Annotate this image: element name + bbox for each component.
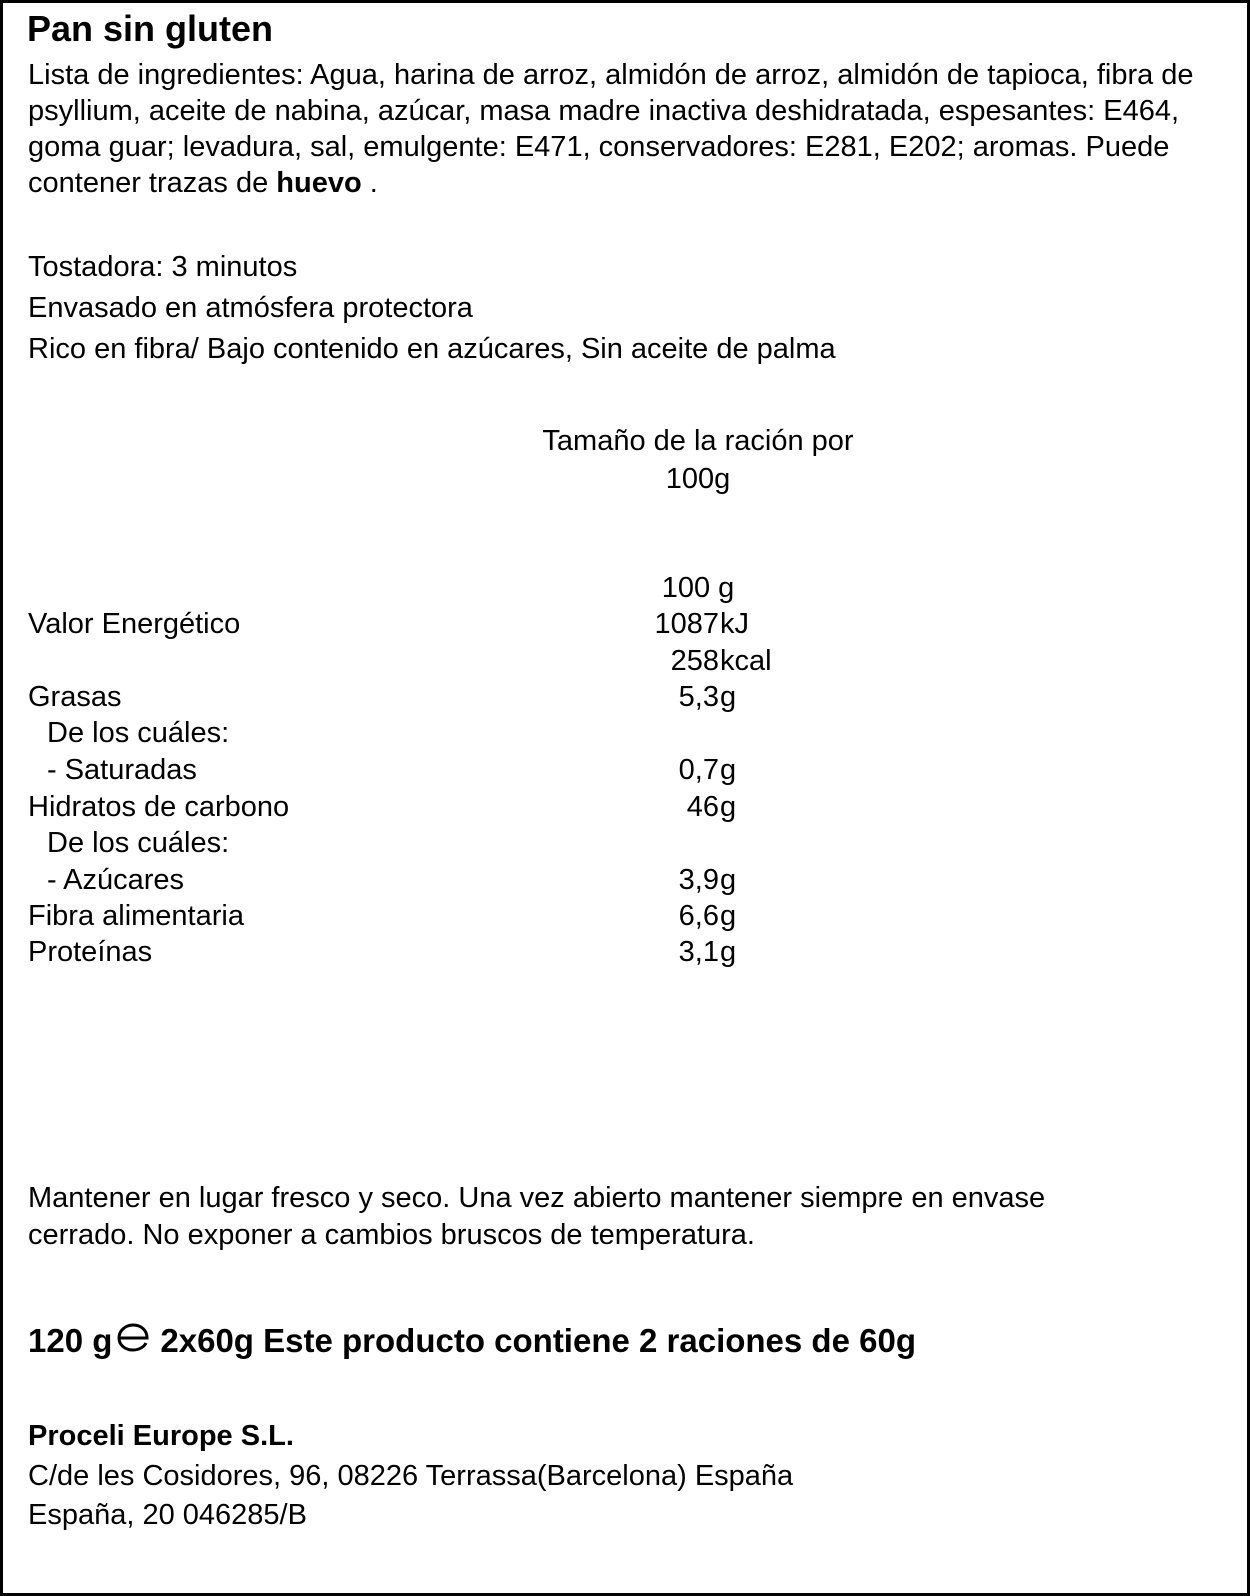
allergen-huevo: huevo: [276, 167, 362, 199]
manufacturer-registry: España, 20 046285/B: [28, 1499, 307, 1531]
nutrient-value: 0,7: [678, 754, 719, 786]
nutrient-unit: kJ: [720, 608, 749, 640]
nutrient-value: 258: [670, 645, 719, 677]
estimated-e-mark-icon: [116, 1321, 150, 1361]
nutrient-value: 3,9: [678, 864, 719, 896]
nutrient-unit: g: [720, 754, 737, 786]
nutrient-unit: g: [720, 900, 737, 932]
nutrient-value: 46: [686, 791, 719, 823]
nutrient-unit: g: [720, 936, 737, 968]
nutrient-label: - Azúcares: [47, 864, 184, 896]
nutrient-unit: g: [720, 791, 737, 823]
column-header: 100 g: [661, 572, 735, 604]
nutrient-label: De los cuáles:: [47, 827, 230, 859]
servings-statement: 2x60g Este producto contiene 2 raciones de 60g: [160, 1322, 916, 1360]
nutrient-label: Fibra alimentaria: [28, 900, 244, 932]
nutrient-value: 5,3: [678, 681, 719, 713]
nutrient-unit: g: [720, 864, 737, 896]
nutrient-label: Hidratos de carbono: [28, 791, 290, 823]
nutrient-label: De los cuáles:: [47, 717, 230, 749]
manufacturer-address: C/de les Cosidores, 96, 08226 Terrassa(Barcelona) España: [28, 1460, 794, 1492]
serving-header-line1: Tamaño de la ración por: [542, 425, 854, 457]
net-weight: [28, 1319, 916, 1361]
nutrient-value: 1087: [654, 608, 719, 640]
nutrient-unit: g: [720, 681, 737, 713]
nutrition-claims: Rico en fibra/ Bajo contenido en azúcares, Sin aceite de palma: [28, 333, 836, 365]
nutrient-label: Proteínas: [28, 936, 153, 968]
ingredients-text: Lista de ingredientes: Agua, harina de arroz, almidón de arroz, almidón de tapioca, fibra de psyllium, aceite de nabina, azúcar, masa madre inactiva deshidratada, espesantes: E464, goma guar; levadura, sal, emulgente: E471, conservadores: E281, E202; aromas. Puede contener trazas de: [28, 59, 1194, 199]
product-title: Pan sin gluten: [27, 8, 274, 49]
nutrient-unit: kcal: [720, 645, 772, 677]
toaster-instruction: Tostadora: 3 minutos: [28, 251, 298, 283]
net-weight-value: 120 g: [28, 1322, 113, 1360]
serving-header-line2: 100g: [665, 463, 731, 495]
nutrient-label: - Saturadas: [47, 754, 197, 786]
ingredients-list: [28, 57, 1218, 201]
nutrient-label: Grasas: [28, 681, 122, 713]
packaging-note: Envasado en atmósfera protectora: [28, 292, 473, 324]
storage-line-2: cerrado. No exponer a cambios bruscos de temperatura.: [28, 1219, 755, 1251]
nutrient-label: Valor Energético: [28, 608, 241, 640]
nutrient-value: 6,6: [678, 900, 719, 932]
nutrient-value: 3,1: [678, 936, 719, 968]
manufacturer-name: Proceli Europe S.L.: [28, 1420, 294, 1452]
ingredients-end: .: [361, 167, 378, 199]
storage-line-1: Mantener en lugar fresco y seco. Una vez abierto mantener siempre en envase: [28, 1182, 1046, 1214]
